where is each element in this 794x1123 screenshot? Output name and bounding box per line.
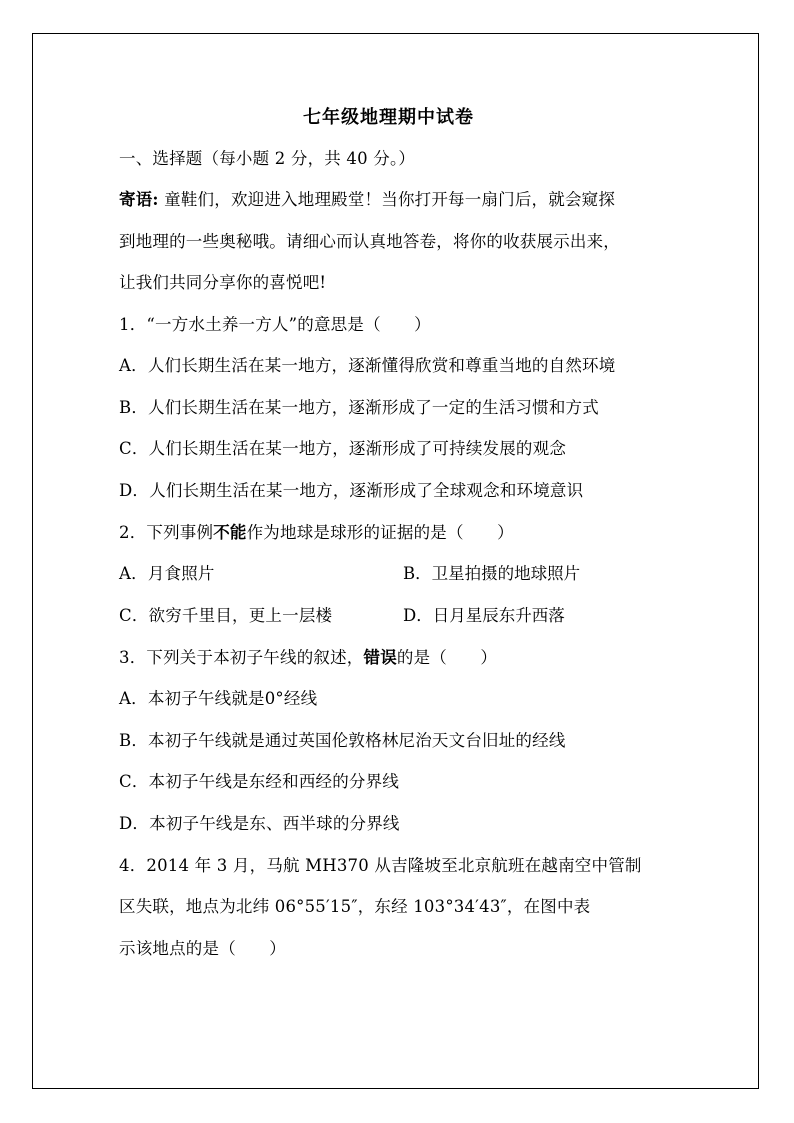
question-2-stem-post: 作为地球是球形的证据的是（ ） bbox=[246, 523, 514, 542]
question-4-line-3: 示该地点的是（ ） bbox=[119, 939, 286, 958]
question-2-option-d: D．日月星辰东升西落 bbox=[403, 606, 565, 625]
question-3-option-d: D．本初子午线是东、西半球的分界线 bbox=[119, 814, 400, 833]
question-3-stem-pre: 3．下列关于本初子午线的叙述， bbox=[119, 648, 364, 667]
question-4-line-1: 4．2014 年 3 月，马航 MH370 从吉隆坡至北京航班在越南空中管制 bbox=[119, 856, 642, 875]
question-3-option-a: A．本初子午线就是0°经线 bbox=[119, 689, 318, 708]
question-2-stem bbox=[119, 523, 514, 543]
intro-line-2: 到地理的一些奥秘哦。请细心而认真地答卷，将你的收获展示出来， bbox=[119, 232, 620, 251]
question-1-option-c: C．人们长期生活在某一地方，逐渐形成了可持续发展的观念 bbox=[119, 439, 567, 458]
question-2-stem-emphasis: 不能 bbox=[213, 523, 247, 542]
question-1-stem: 1．“一方水土养一方人”的意思是（ ） bbox=[119, 315, 431, 334]
section-heading: 一、选择题（每小题 2 分，共 40 分。） bbox=[119, 149, 416, 168]
question-1-option-d: D．人们长期生活在某一地方，逐渐形成了全球观念和环境意识 bbox=[119, 481, 584, 500]
intro-line-3: 让我们共同分享你的喜悦吧! bbox=[119, 273, 327, 292]
question-2-option-c: C．欲穷千里目，更上一层楼 bbox=[119, 606, 333, 625]
question-2-option-a: A．月食照片 bbox=[119, 564, 215, 583]
question-1-option-b: B．人们长期生活在某一地方，逐渐形成了一定的生活习惯和方式 bbox=[119, 398, 599, 417]
question-2-stem-pre: 2．下列事例 bbox=[119, 523, 214, 542]
question-2-option-b: B．卫星拍摄的地球照片 bbox=[403, 564, 581, 583]
intro-text: 童鞋们，欢迎进入地理殿堂！当你打开每一扇门后，就会窥探 bbox=[164, 190, 616, 209]
question-3-stem bbox=[119, 648, 497, 668]
question-3-stem-post: 的是（ ） bbox=[396, 648, 498, 667]
question-3-option-c: C．本初子午线是东经和西经的分界线 bbox=[119, 772, 400, 791]
question-4-line-2: 区失联，地点为北纬 06°55′15″，东经 103°34′43″，在图中表 bbox=[119, 897, 591, 916]
question-3-option-b: B．本初子午线就是通过英国伦敦格林尼治天文台旧址的经线 bbox=[119, 731, 566, 750]
question-1-option-a: A．人们长期生活在某一地方，逐渐懂得欣赏和尊重当地的自然环境 bbox=[119, 356, 616, 375]
intro-line-1 bbox=[119, 190, 615, 210]
page-title: 七年级地理期中试卷 bbox=[303, 107, 474, 128]
intro-label: 寄语: bbox=[119, 190, 159, 209]
question-3-stem-emphasis: 错误 bbox=[363, 648, 397, 667]
